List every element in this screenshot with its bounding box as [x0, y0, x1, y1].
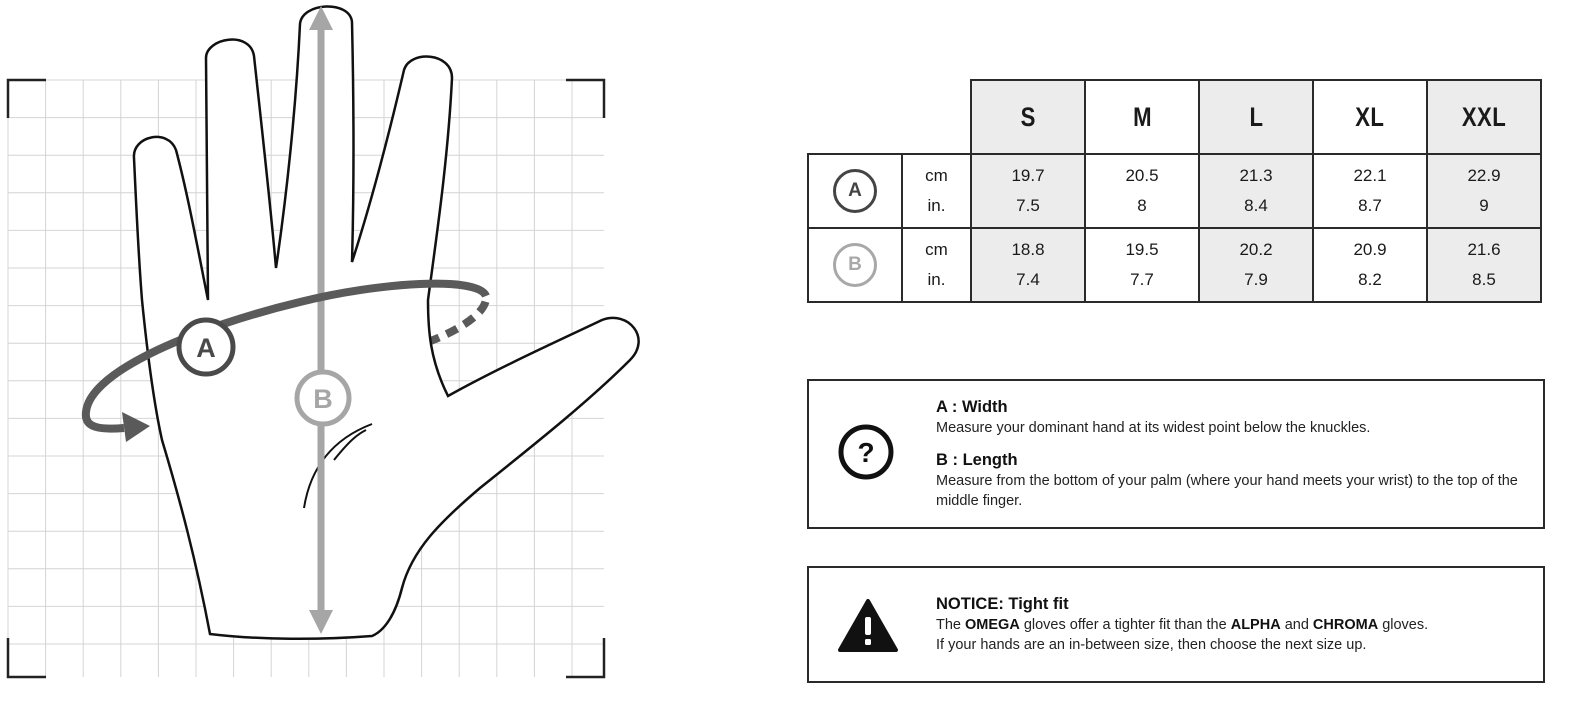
brand-chroma: CHROMA: [1312, 617, 1379, 633]
length-row: [808, 228, 1541, 302]
unit-cell: [902, 154, 971, 228]
tight-fit-notice-box: [807, 566, 1545, 683]
length-description: Measure from the bottom of your palm (where your hand meets your wrist) to the top of the middle finger.: [936, 473, 1518, 509]
blank-cell: [808, 80, 902, 154]
notice-line-1: The OMEGA gloves offer a tighter fit than the ALPHA and CHROMA gloves.: [936, 617, 1429, 633]
size-header-s: S: [971, 80, 1085, 154]
measurement-help-box: [807, 379, 1545, 529]
unit-cm: cm: [925, 166, 948, 185]
figure-badge-a: [179, 320, 233, 374]
notice-text: [936, 594, 1531, 655]
width-description: Measure your dominant hand at its widest point below the knuckles.: [936, 420, 1371, 436]
unit-cm: cm: [925, 240, 948, 259]
warning-triangle-icon: [837, 598, 899, 659]
table-cell: 19.5 7.7: [1085, 228, 1199, 302]
size-header-xxl: XXL: [1427, 80, 1541, 154]
size-header-row: [808, 80, 1541, 154]
table-cell: 21.6 8.5: [1427, 228, 1541, 302]
badge-a: A: [833, 169, 877, 213]
table-cell: 21.3 8.4: [1199, 154, 1313, 228]
figure-badge-b-label: B: [313, 384, 333, 414]
figure-badge-a-label: A: [196, 333, 216, 363]
table-cell: 18.8 7.4: [971, 228, 1085, 302]
brand-omega: OMEGA: [965, 617, 1020, 633]
question-circle-icon: [837, 423, 895, 486]
unit-cell: [902, 228, 971, 302]
width-arrowhead: [122, 412, 150, 442]
size-chart-table: [807, 79, 1542, 303]
hand-measurement-figure: [0, 0, 660, 706]
notice-title: NOTICE: Tight fit: [936, 595, 1069, 613]
table-cell: 20.9 8.2: [1313, 228, 1427, 302]
table-cell: 20.5 8: [1085, 154, 1199, 228]
figure-badge-b: [297, 372, 349, 424]
help-text: [936, 397, 1531, 511]
size-header-m: M: [1085, 80, 1199, 154]
blank-cell: [902, 80, 971, 154]
svg-text:?: ?: [857, 437, 875, 468]
length-heading: B : Length: [936, 451, 1018, 469]
size-header-xl: XL: [1313, 80, 1427, 154]
table-cell: 22.1 8.7: [1313, 154, 1427, 228]
badge-b: B: [833, 243, 877, 287]
table-cell: 20.2 7.9: [1199, 228, 1313, 302]
width-badge-cell: [808, 154, 902, 228]
width-loop-back: [428, 296, 486, 342]
notice-line-2: If your hands are an in-between size, then choose the next size up.: [936, 637, 1367, 653]
table-cell: 19.7 7.5: [971, 154, 1085, 228]
length-badge-cell: [808, 228, 902, 302]
width-row: [808, 154, 1541, 228]
brand-alpha: ALPHA: [1230, 617, 1281, 633]
unit-in: in.: [927, 196, 946, 215]
unit-in: in.: [927, 270, 946, 289]
size-header-l: L: [1199, 80, 1313, 154]
width-heading: A : Width: [936, 398, 1008, 416]
table-cell: 22.9 9: [1427, 154, 1541, 228]
